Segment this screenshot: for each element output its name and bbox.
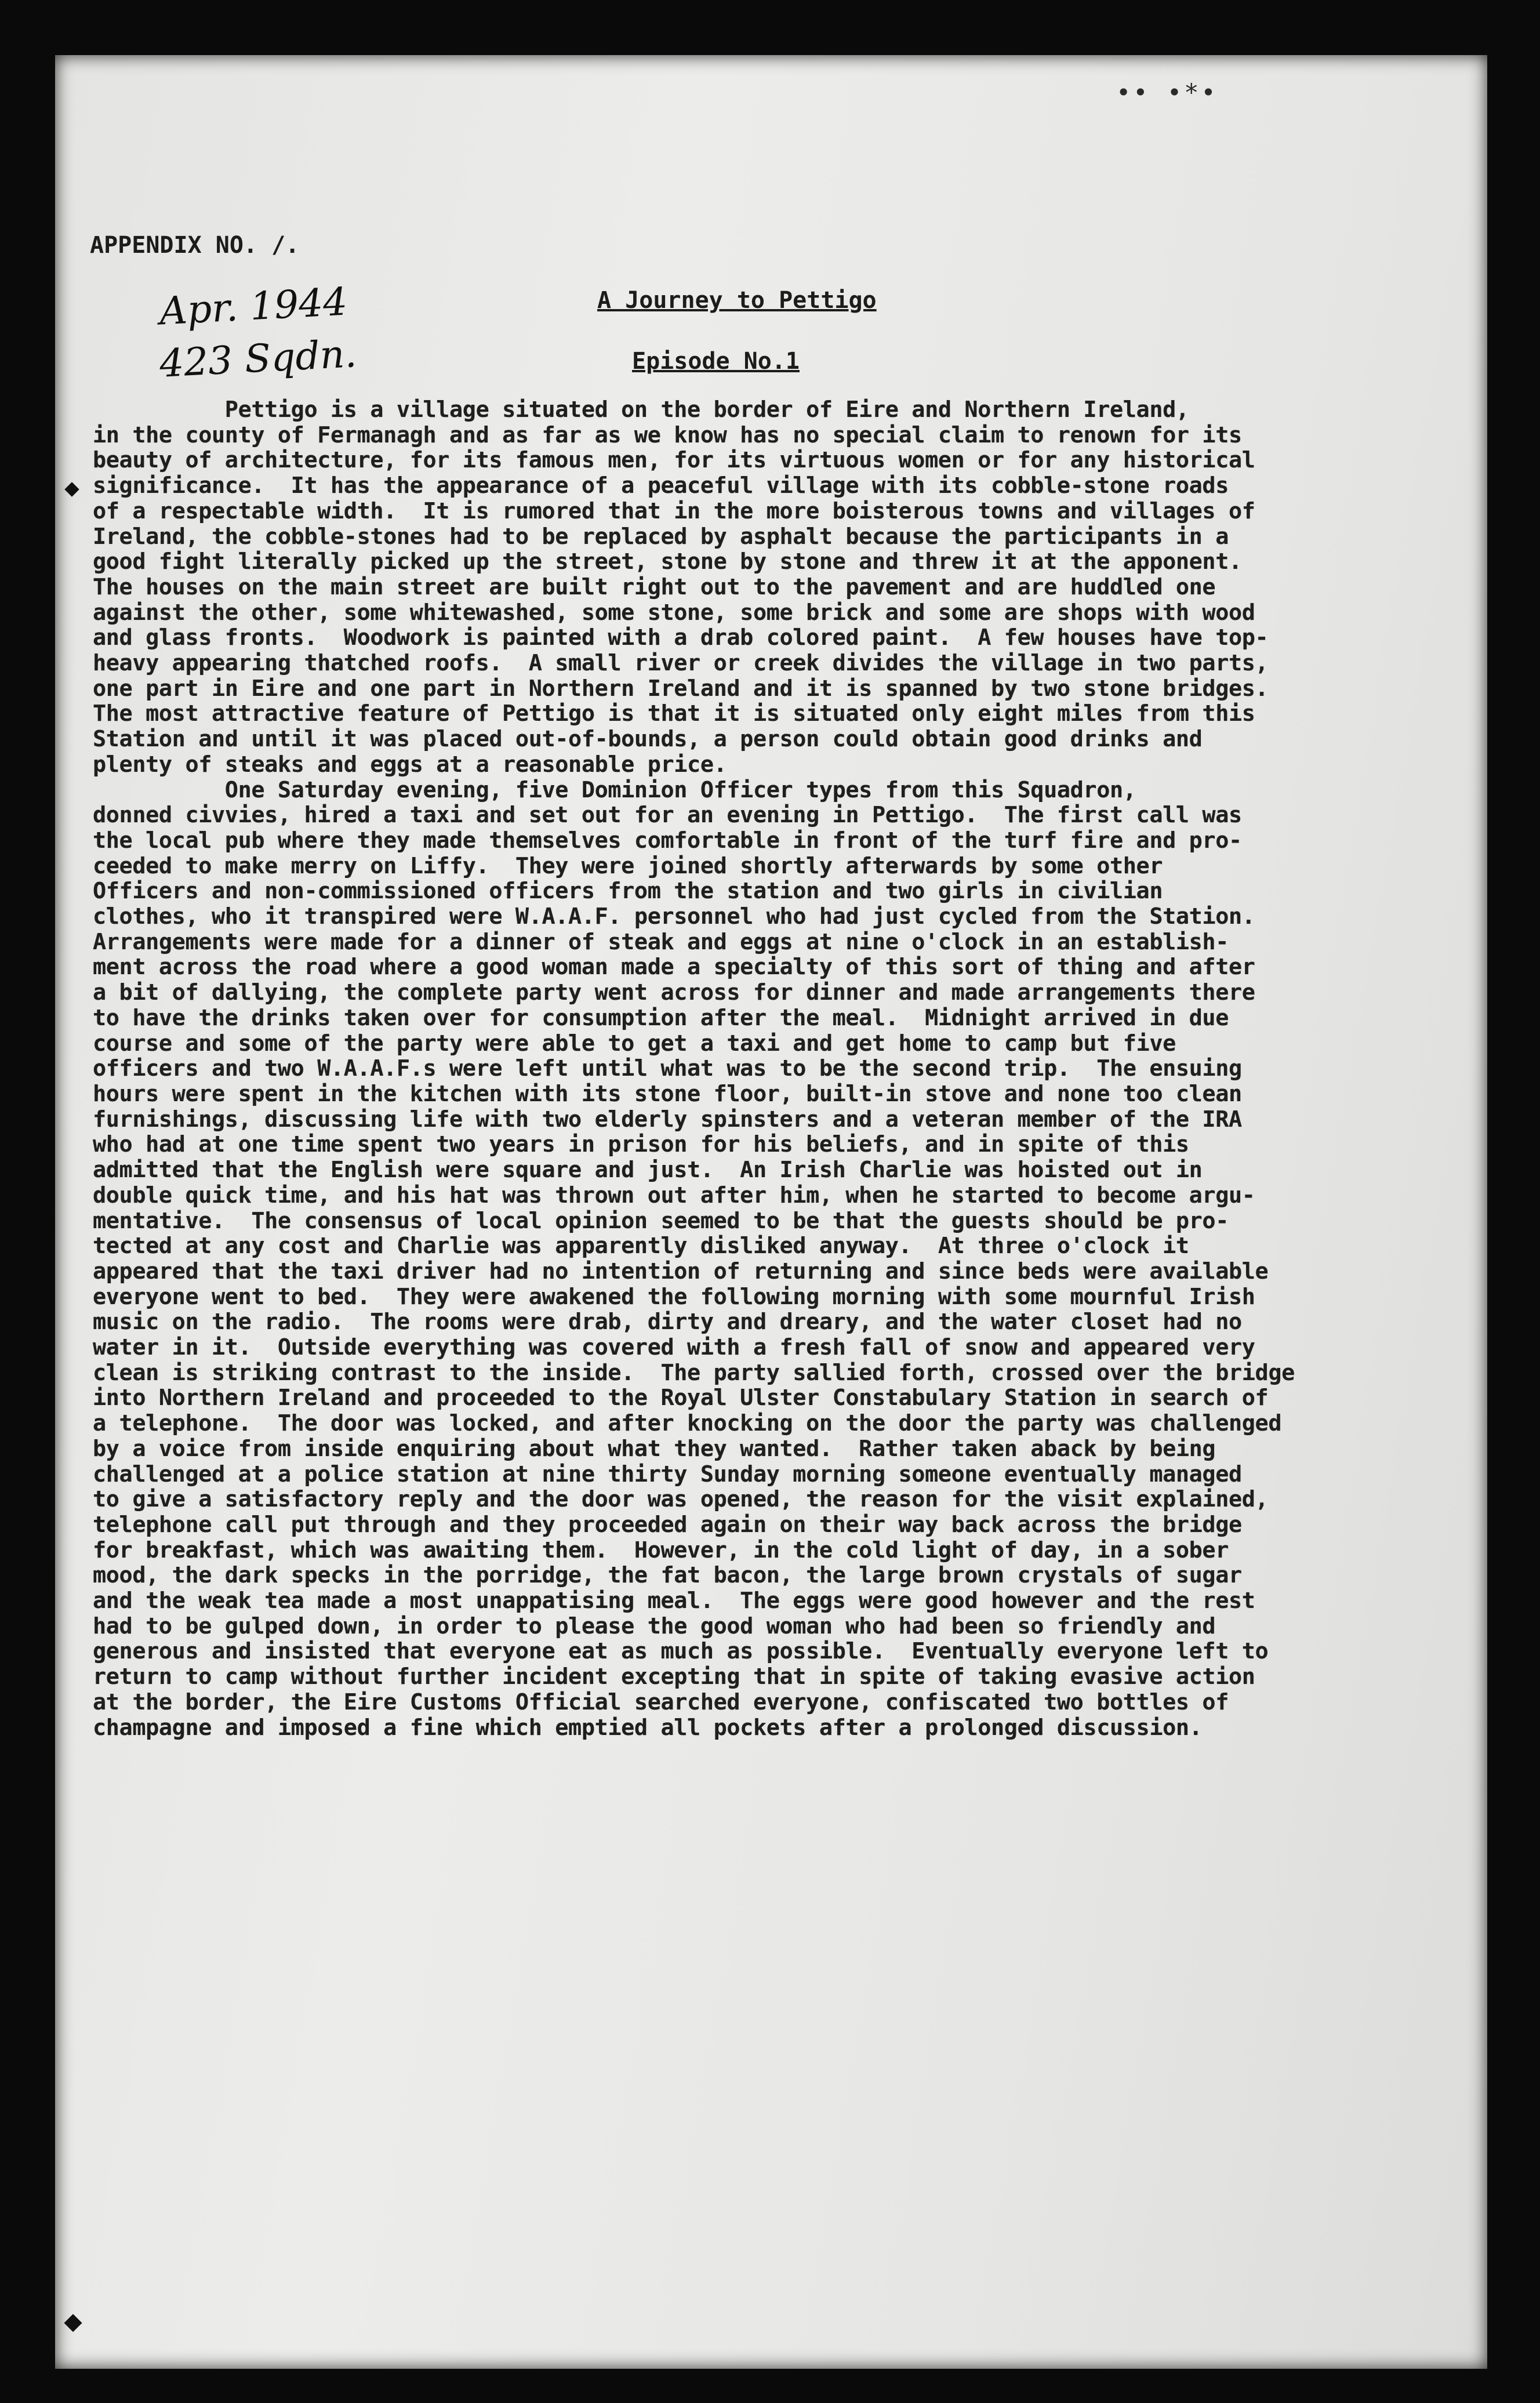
body-line: against the other, some whitewashed, some stone, some brick and some are shops with wood — [93, 599, 1255, 626]
body-line: at the border, the Eire Customs Official searched everyone, confiscated two bottles of — [93, 1689, 1229, 1715]
body-line: water in it. Outside everything was covered with a fresh fall of snow and appeared very — [93, 1334, 1255, 1361]
body-line: donned civvies, hired a taxi and set out for an evening in Pettigo. The first call was — [93, 802, 1242, 829]
body-line: mood, the dark specks in the porridge, the fat bacon, the large brown crystals of sugar — [93, 1562, 1242, 1589]
body-line: mentative. The consensus of local opinion seemed to be that the guests should be pro- — [93, 1207, 1229, 1234]
body-line: Arrangements were made for a dinner of steak and eggs at nine o'clock in an establish- — [93, 928, 1229, 955]
body-line: significance. It has the appearance of a peaceful village with its cobble-stone roads — [93, 473, 1229, 499]
body-line: admitted that the English were square and just. An Irish Charlie was hoisted out in — [93, 1157, 1203, 1184]
body-line: heavy appearing thatched roofs. A small river or creek divides the village in two parts, — [93, 650, 1269, 677]
top-margin-mark: •• •*• — [1116, 78, 1218, 107]
body-line: for breakfast, which was awaiting them. However, in the cold light of day, in a sober — [93, 1537, 1229, 1563]
body-line: had to be gulped down, in order to please the good woman who had been so friendly and — [93, 1613, 1216, 1639]
body-line: a bit of dallying, the complete party went across for dinner and made arrangements there — [93, 979, 1255, 1006]
appendix-label: APPENDIX NO. /. — [90, 232, 300, 259]
body-line: hours were spent in the kitchen with its stone floor, built-in stove and none too clean — [93, 1080, 1242, 1107]
body-line: furnishings, discussing life with two elderly spinsters and a veteran member of the IRA — [93, 1106, 1242, 1132]
body-line: champagne and imposed a fine which emptied all pockets after a prolonged discussion. — [93, 1714, 1203, 1741]
body-line: a telephone. The door was locked, and after knocking on the door the party was challenged — [93, 1410, 1282, 1437]
body-line: One Saturday evening, five Dominion Officer types from this Squadron, — [93, 776, 1136, 803]
body-line: to give a satisfactory reply and the door was opened, the reason for the visit explained, — [93, 1486, 1269, 1513]
handwritten-unit: 423 Sqdn. — [158, 331, 358, 386]
body-line: into Northern Ireland and proceeded to the Royal Ulster Constabulary Station in search of — [93, 1385, 1269, 1411]
body-line: of a respectable width. It is rumored that in the more boisterous towns and villages of — [93, 498, 1255, 524]
body-line: music on the radio. The rooms were drab, dirty and dreary, and the water closet had no — [93, 1309, 1242, 1335]
margin-mark-bottom — [64, 2314, 82, 2332]
body-line: good fight literally picked up the street, stone by stone and threw it at the apponent. — [93, 549, 1242, 575]
body-line: generous and insisted that everyone eat as much as possible. Eventually everyone left to — [93, 1638, 1269, 1665]
body-line: double quick time, and his hat was thrown out after him, when he started to become argu- — [93, 1182, 1255, 1208]
body-line: Officers and non-commissioned officers from the station and two girls in civilian — [93, 878, 1163, 905]
body-line: and glass fronts. Woodwork is painted with a drab colored paint. A few houses have top- — [93, 625, 1269, 651]
body-line: The houses on the main street are built right out to the pavement and are huddled one — [93, 573, 1216, 600]
body-line: one part in Eire and one part in Northern Ireland and it is spanned by two stone bridges. — [93, 675, 1269, 702]
body-line: course and some of the party were able to get a taxi and get home to camp but five — [93, 1030, 1176, 1057]
body-line: ment across the road where a good woman made a specialty of this sort of thing and after — [93, 954, 1255, 981]
episode-heading: Episode No.1 — [632, 348, 800, 375]
body-line: by a voice from inside enquiring about what they wanted. Rather taken aback by being — [93, 1435, 1216, 1462]
handwritten-date: Apr. 1944 — [158, 279, 348, 334]
body-line: everyone went to bed. They were awakened the following morning with some mournful Irish — [93, 1283, 1255, 1310]
body-line: in the county of Fermanagh and as far as we know has no special claim to renown for its — [93, 422, 1242, 448]
body-line: beauty of architecture, for its famous men, for its virtuous women or for any historical — [93, 447, 1255, 474]
body-line: the local pub where they made themselves comfortable in front of the turf fire and pro- — [93, 827, 1242, 854]
document-title: A Journey to Pettigo — [597, 287, 877, 314]
body-line: clean is striking contrast to the inside. The party sallied forth, crossed over the bridge — [93, 1359, 1295, 1386]
body-line: appeared that the taxi driver had no intention of returning and since beds were available — [93, 1258, 1269, 1284]
body-line: telephone call put through and they proceeded again on their way back across the bridge — [93, 1511, 1242, 1538]
body-line: Pettigo is a village situated on the border of Eire and Northern Ireland, — [93, 397, 1189, 423]
body-text — [93, 397, 1484, 1740]
document-page — [55, 55, 1487, 2369]
body-line: to have the drinks taken over for consumption after the meal. Midnight arrived in due — [93, 1004, 1229, 1031]
body-line: Station and until it was placed out-of-bounds, a person could obtain good drinks and — [93, 726, 1203, 753]
body-line: who had at one time spent two years in prison for his beliefs, and in spite of this — [93, 1131, 1189, 1158]
body-line: The most attractive feature of Pettigo is that it is situated only eight miles from this — [93, 700, 1255, 727]
body-line: tected at any cost and Charlie was apparently disliked anyway. At three o'clock it — [93, 1233, 1189, 1259]
body-line: clothes, who it transpired were W.A.A.F. personnel who had just cycled from the Station. — [93, 903, 1255, 930]
body-line: Ireland, the cobble-stones had to be replaced by asphalt because the participants in a — [93, 523, 1229, 550]
body-line: plenty of steaks and eggs at a reasonable price. — [93, 751, 727, 778]
body-line: and the weak tea made a most unappatising meal. The eggs were good however and the rest — [93, 1588, 1255, 1614]
margin-mark — [64, 482, 79, 496]
body-line: ceeded to make merry on Liffy. They were joined shortly afterwards by some other — [93, 852, 1163, 879]
body-line: challenged at a police station at nine thirty Sunday morning someone eventually managed — [93, 1461, 1242, 1487]
body-line: return to camp without further incident excepting that in spite of taking evasive action — [93, 1664, 1255, 1690]
body-line: officers and two W.A.A.F.s were left until what was to be the second trip. The ensuing — [93, 1055, 1242, 1082]
